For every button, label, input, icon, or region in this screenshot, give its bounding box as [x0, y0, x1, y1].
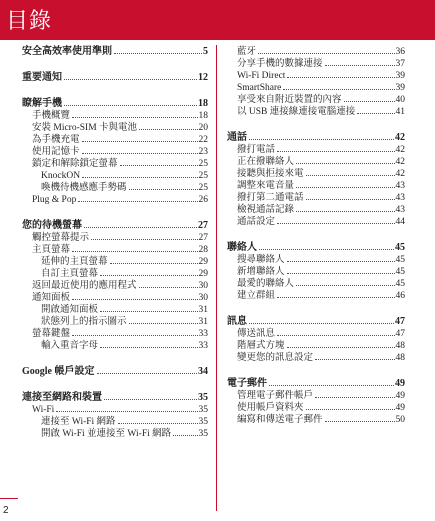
dot-leader	[100, 311, 197, 312]
toc-entry-page: 27	[198, 233, 208, 243]
toc-entry-page: 42	[395, 132, 405, 143]
toc-entry[interactable]	[227, 290, 405, 302]
dot-leader	[259, 249, 394, 250]
toc-entry-title: 藍牙	[237, 47, 257, 57]
toc-entry-title: 狀態列上的指示圖示	[41, 317, 127, 327]
page-title: 目錄	[6, 9, 53, 34]
toc-entry-page: 33	[198, 329, 208, 339]
toc-entry-page: 45	[395, 267, 405, 277]
toc-entry[interactable]	[22, 232, 208, 244]
toc-entry[interactable]	[22, 158, 208, 170]
section-gap	[22, 58, 208, 72]
dot-leader	[296, 285, 394, 286]
dot-leader	[249, 139, 394, 140]
toc-entry-title: 撥打電話	[237, 145, 276, 155]
toc-entry-title: 變更您的訊息設定	[237, 353, 314, 363]
toc-entry-page: 41	[395, 107, 405, 117]
dot-leader	[84, 227, 197, 228]
toc-entry[interactable]	[227, 82, 405, 94]
toc-entry[interactable]	[227, 266, 405, 278]
toc-entry[interactable]	[227, 402, 405, 414]
toc-entry[interactable]	[227, 180, 405, 192]
dot-leader	[118, 423, 198, 424]
dot-leader	[269, 385, 394, 386]
column-divider	[216, 45, 217, 511]
toc-entry-page: 39	[395, 71, 405, 81]
dot-leader	[306, 175, 395, 176]
toc-entry-title: 電子郵件	[227, 378, 267, 389]
toc-entry-page: 42	[395, 157, 405, 167]
toc-entry-page: 25	[198, 183, 208, 193]
toc-entry-title: 安裝 Micro-SIM 卡與電池	[32, 123, 138, 133]
toc-entry-title: 使用記憶卡	[32, 147, 80, 157]
toc-entry-page: 40	[395, 95, 405, 105]
toc-entry-title: 您的待機螢幕	[22, 220, 82, 231]
dot-leader	[82, 141, 198, 142]
dot-leader	[173, 435, 197, 436]
toc-entry[interactable]	[22, 404, 208, 416]
dot-leader	[325, 65, 395, 66]
toc-entry-title: 編寫和傳送電子郵件	[237, 415, 323, 425]
dot-leader	[139, 129, 197, 130]
toc-entry[interactable]	[22, 316, 208, 328]
dot-leader	[91, 239, 197, 240]
dot-leader	[249, 323, 394, 324]
toc-section-entry[interactable]	[227, 132, 405, 144]
toc-entry-page: 36	[395, 47, 405, 57]
dot-leader	[287, 347, 395, 348]
dot-leader	[325, 421, 395, 422]
dot-leader	[78, 201, 197, 202]
header-bar	[0, 0, 435, 40]
section-gap	[22, 352, 208, 366]
section-gap	[227, 118, 405, 132]
toc-right-column	[227, 46, 405, 426]
toc-entry[interactable]	[227, 58, 405, 70]
toc-entry-title: 喚機待機感應手勢碼	[41, 183, 127, 193]
toc-entry[interactable]	[22, 170, 208, 182]
toc-entry-title: 以 USB 連接線連接電腦連接	[237, 107, 356, 117]
dot-leader	[277, 335, 394, 336]
toc-entry-page: 22	[198, 135, 208, 145]
section-gap	[227, 364, 405, 378]
toc-entry[interactable]	[227, 204, 405, 216]
toc-entry[interactable]	[227, 94, 405, 106]
dot-leader	[296, 211, 394, 212]
toc-entry[interactable]	[227, 414, 405, 426]
dot-leader	[277, 151, 394, 152]
toc-entry-title: 建立群組	[237, 291, 276, 301]
toc-entry-page: 33	[198, 341, 208, 351]
toc-entry[interactable]	[227, 156, 405, 168]
dot-leader	[82, 177, 197, 178]
toc-entry-title: 通話	[227, 132, 247, 143]
toc-entry-page: 47	[395, 316, 405, 327]
toc-entry-page: 31	[198, 305, 208, 315]
toc-entry-page: 43	[395, 181, 405, 191]
page-number-rule	[0, 498, 18, 499]
toc-entry[interactable]	[22, 146, 208, 158]
toc-entry-page: 23	[198, 147, 208, 157]
toc-entry-title: 返回最近使用的應用程式	[32, 281, 137, 291]
dot-leader	[129, 189, 198, 190]
dot-leader	[287, 77, 394, 78]
dot-leader	[139, 287, 198, 288]
toc-entry-page: 30	[198, 281, 208, 291]
toc-entry-title: Google 帳戶設定	[22, 366, 95, 377]
toc-entry[interactable]	[22, 134, 208, 146]
toc-entry-title: 階層式方塊	[237, 341, 285, 351]
toc-entry-page: 12	[198, 72, 208, 83]
toc-entry-title: 主頁螢幕	[32, 245, 71, 255]
toc-entry-page: 28	[198, 245, 208, 255]
toc-entry-title: 最愛的聯絡人	[237, 279, 295, 289]
toc-entry-page: 48	[395, 353, 405, 363]
section-gap	[227, 228, 405, 242]
toc-entry[interactable]	[22, 340, 208, 352]
toc-entry-page: 26	[198, 195, 208, 205]
dot-leader	[114, 53, 202, 54]
toc-entry-page: 35	[198, 417, 208, 427]
toc-entry-page: 30	[198, 293, 208, 303]
toc-entry-page: 39	[395, 83, 405, 93]
toc-entry[interactable]	[227, 46, 405, 58]
section-gap	[227, 302, 405, 316]
section-gap	[22, 84, 208, 98]
toc-entry-page: 35	[198, 405, 208, 415]
toc-entry-title: 檢視通話記錄	[237, 205, 295, 215]
toc-entry-page: 31	[198, 317, 208, 327]
toc-entry-page: 50	[395, 415, 405, 425]
toc-entry-title: 開啟 Wi-Fi 並連接至 Wi-Fi 網路	[41, 429, 172, 439]
toc-entry-page: 48	[395, 341, 405, 351]
toc-entry-title: 使用帳戶資料夾	[237, 403, 304, 413]
toc-entry[interactable]	[22, 416, 208, 428]
toc-section-entry[interactable]	[22, 46, 208, 58]
toc-entry[interactable]	[227, 254, 405, 266]
section-gap	[22, 206, 208, 220]
dot-leader	[64, 79, 197, 80]
toc-entry[interactable]	[227, 340, 405, 352]
toc-entry-title: 延伸的主頁螢幕	[41, 257, 108, 267]
toc-entry[interactable]	[22, 268, 208, 280]
toc-entry-page: 49	[395, 403, 405, 413]
dot-leader	[306, 409, 395, 410]
dot-leader	[72, 251, 197, 252]
dot-leader	[82, 153, 198, 154]
toc-entry-title: 通知面板	[32, 293, 71, 303]
toc-entry-title: 重要通知	[22, 72, 62, 83]
toc-entry-page: 43	[395, 193, 405, 203]
toc-entry-page: 29	[198, 257, 208, 267]
toc-entry[interactable]	[22, 328, 208, 340]
toc-entry[interactable]	[227, 390, 405, 402]
dot-leader	[100, 347, 197, 348]
toc-entry[interactable]	[22, 428, 208, 440]
toc-entry[interactable]	[227, 328, 405, 340]
page-number: 2	[3, 505, 9, 516]
toc-entry-page: 49	[395, 391, 405, 401]
toc-entry[interactable]	[22, 110, 208, 122]
toc-section-entry[interactable]	[22, 392, 208, 404]
dot-leader	[287, 261, 395, 262]
toc-entry-title: 管理電子郵件帳戶	[237, 391, 314, 401]
toc-entry-page: 46	[395, 291, 405, 301]
toc-entry[interactable]	[22, 122, 208, 134]
toc-entry-page: 20	[198, 123, 208, 133]
toc-entry-title: 通話設定	[237, 217, 276, 227]
dot-leader	[296, 187, 394, 188]
toc-entry-title: 手機概覽	[32, 111, 71, 121]
toc-entry[interactable]	[227, 278, 405, 290]
toc-entry[interactable]	[227, 106, 405, 118]
toc-entry-page: 18	[198, 98, 208, 109]
toc-entry-title: 為手機充電	[32, 135, 80, 145]
toc-entry-page: 27	[198, 220, 208, 231]
dot-leader	[277, 223, 394, 224]
toc-entry-title: 分享手機的數據連接	[237, 59, 323, 69]
toc-entry[interactable]	[227, 70, 405, 82]
toc-entry[interactable]	[227, 168, 405, 180]
dot-leader	[97, 373, 198, 374]
toc-section-entry[interactable]	[22, 98, 208, 110]
dot-leader	[287, 273, 395, 274]
dot-leader	[129, 323, 198, 324]
dot-leader	[110, 263, 198, 264]
toc-entry-title: 連接至網路和裝置	[22, 392, 102, 403]
toc-entry-page: 49	[395, 378, 405, 389]
toc-entry-title: 調整來電音量	[237, 181, 295, 191]
toc-entry-title: 開啟通知面板	[41, 305, 99, 315]
toc-entry[interactable]	[22, 182, 208, 194]
dot-leader	[315, 359, 394, 360]
toc-entry-title: Wi-Fi	[32, 405, 55, 415]
toc-section-entry[interactable]	[22, 366, 208, 378]
toc-entry-title: 輸入重音字母	[41, 341, 99, 351]
toc-entry[interactable]	[227, 216, 405, 228]
section-gap	[22, 378, 208, 392]
dot-leader	[72, 117, 197, 118]
dot-leader	[72, 335, 197, 336]
toc-entry-page: 35	[198, 392, 208, 403]
toc-entry-page: 44	[395, 217, 405, 227]
toc-entry-title: 接聽與拒接來電	[237, 169, 304, 179]
toc-section-entry[interactable]	[227, 316, 405, 328]
toc-entry-page: 5	[203, 46, 208, 57]
dot-leader	[306, 199, 395, 200]
toc-entry[interactable]	[22, 244, 208, 256]
toc-entry-title: 觸控螢幕提示	[32, 233, 90, 243]
toc-entry-title: 新增聯絡人	[237, 267, 285, 277]
dot-leader	[283, 89, 394, 90]
dot-leader	[315, 397, 394, 398]
dot-leader	[344, 101, 395, 102]
toc-entry-page: 45	[395, 242, 405, 253]
toc-entry[interactable]	[22, 304, 208, 316]
toc-entry-title: 享受來自附近裝置的內容	[237, 95, 342, 105]
toc-left-column	[22, 46, 208, 440]
toc-entry-title: 鎖定和解除鎖定螢幕	[32, 159, 118, 169]
dot-leader	[100, 275, 197, 276]
toc-entry-title: Plug & Pop	[32, 195, 77, 205]
toc-entry-page: 25	[198, 171, 208, 181]
toc-entry-title: 自訂主頁螢幕	[41, 269, 99, 279]
toc-entry-page: 34	[198, 366, 208, 377]
toc-section-entry[interactable]	[22, 220, 208, 232]
toc-entry-title: Wi-Fi Direct	[237, 71, 286, 81]
toc-entry[interactable]	[227, 192, 405, 204]
toc-entry-title: SmartShare	[237, 83, 282, 93]
toc-entry-title: 螢幕鍵盤	[32, 329, 71, 339]
toc-entry-title: 正在撥聯絡人	[237, 157, 295, 167]
toc-entry[interactable]	[22, 256, 208, 268]
toc-entry-page: 45	[395, 279, 405, 289]
toc-section-entry[interactable]	[227, 378, 405, 390]
toc-entry-page: 45	[395, 255, 405, 265]
toc-entry-title: 訊息	[227, 316, 247, 327]
toc-entry-title: 搜尋聯絡人	[237, 255, 285, 265]
dot-leader	[72, 299, 197, 300]
toc-entry[interactable]	[227, 144, 405, 156]
toc-entry[interactable]	[227, 352, 405, 364]
toc-entry-title: 聯絡人	[227, 242, 257, 253]
toc-entry[interactable]	[22, 292, 208, 304]
toc-entry-title: 撥打第二通電話	[237, 193, 304, 203]
toc-entry-page: 18	[198, 111, 208, 121]
toc-entry-title: KnockON	[41, 171, 81, 181]
toc-entry-title: 安全高效率使用準則	[22, 46, 112, 57]
toc-entry-page: 43	[395, 205, 405, 215]
toc-entry-page: 35	[198, 429, 208, 439]
toc-entry-title: 傳送訊息	[237, 329, 276, 339]
dot-leader	[296, 163, 394, 164]
dot-leader	[56, 411, 197, 412]
dot-leader	[258, 53, 394, 54]
toc-entry-page: 47	[395, 329, 405, 339]
toc-entry-page: 29	[198, 269, 208, 279]
toc-entry-title: 瞭解手機	[22, 98, 62, 109]
dot-leader	[64, 105, 197, 106]
toc-entry[interactable]	[22, 194, 208, 206]
toc-entry[interactable]	[22, 280, 208, 292]
toc-entry-title: 連接至 Wi-Fi 網路	[41, 417, 116, 427]
toc-entry-page: 37	[395, 59, 405, 69]
toc-entry-page: 25	[198, 159, 208, 169]
dot-leader	[120, 165, 198, 166]
toc-section-entry[interactable]	[22, 72, 208, 84]
toc-entry-page: 42	[395, 145, 405, 155]
dot-leader	[104, 399, 197, 400]
toc-section-entry[interactable]	[227, 242, 405, 254]
toc-entry-page: 42	[395, 169, 405, 179]
dot-leader	[357, 113, 394, 114]
dot-leader	[277, 297, 394, 298]
